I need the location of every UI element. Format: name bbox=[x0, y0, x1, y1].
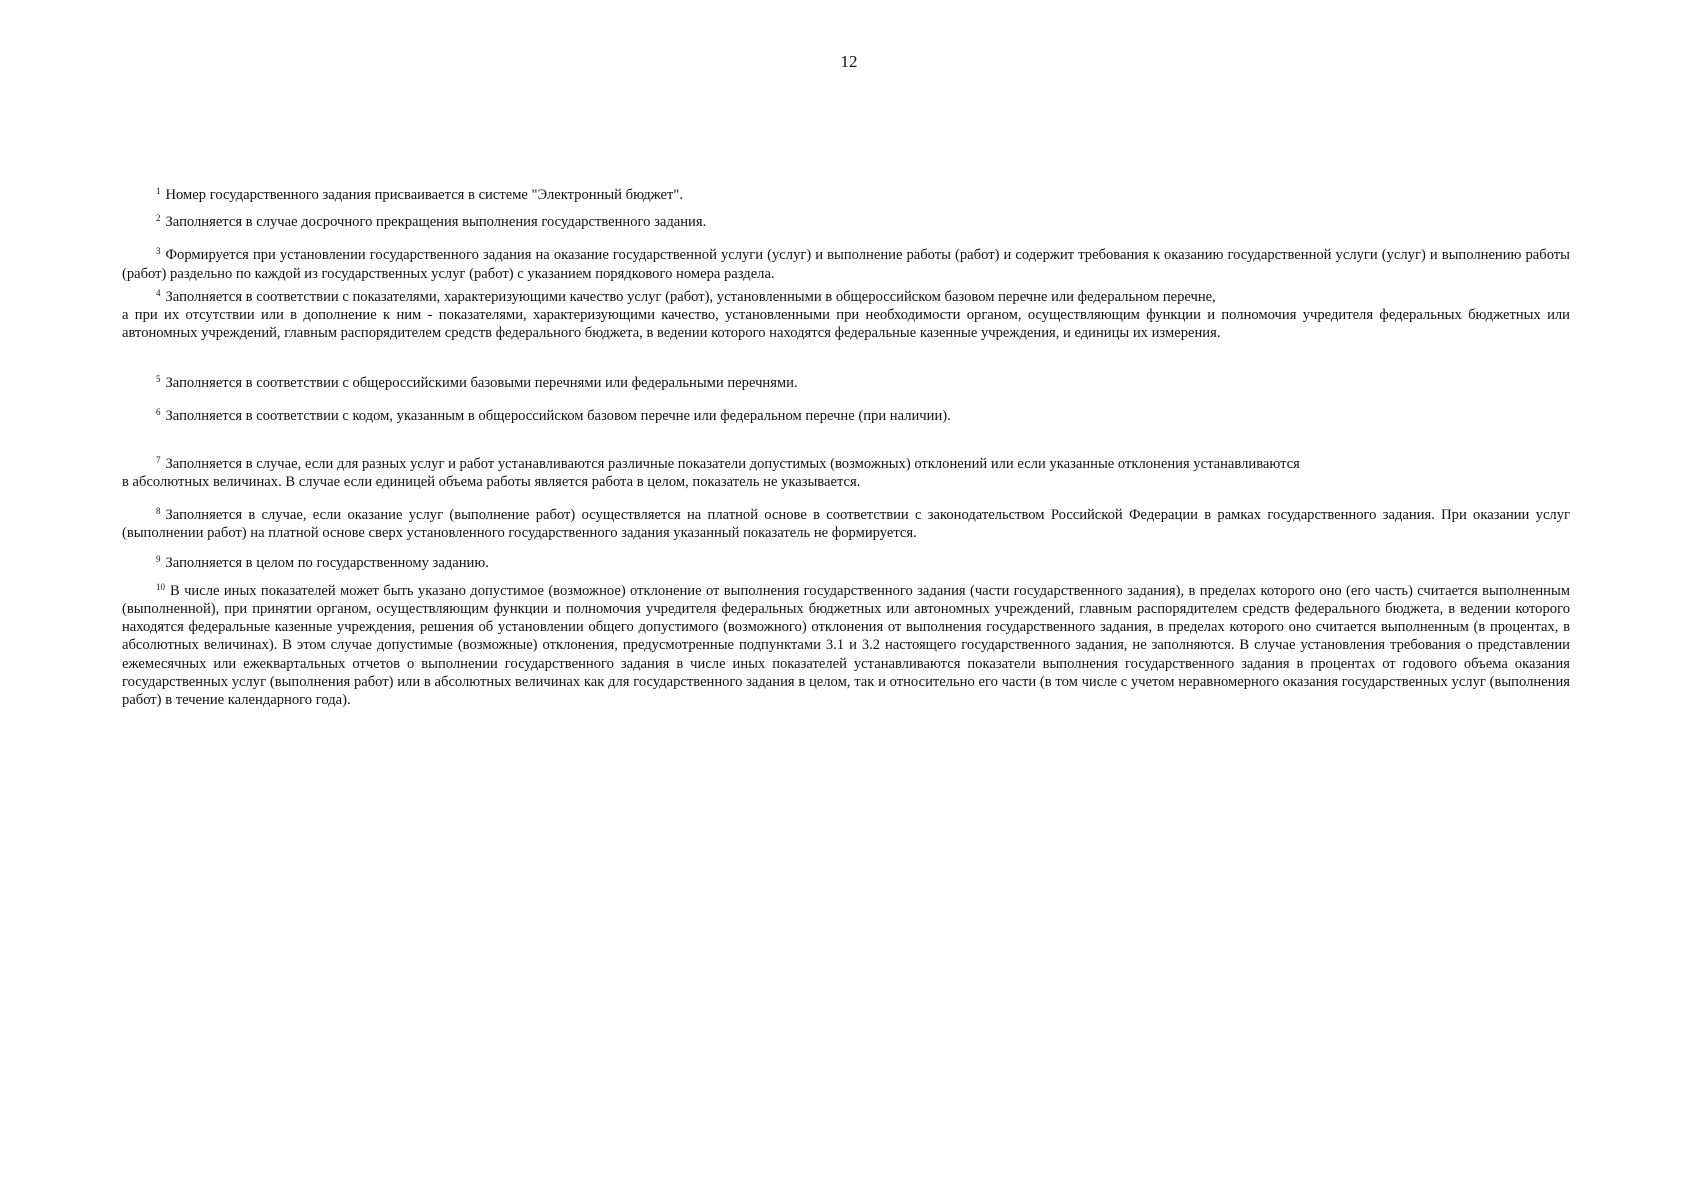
footnote-7 bbox=[122, 455, 1570, 491]
footnote-mark: 8 bbox=[156, 506, 161, 517]
footnote-text: Заполняется в случае, если оказание услуг (выполнение работ) осуществляется на платной основе в соответствии с законодательством Российской Федерации в рамках государственного задания. При оказании услуг (выполнении работ) на платной основе сверх установленного государственного задания указанный показатель не формируется. bbox=[122, 507, 1570, 542]
footnote-3 bbox=[122, 246, 1570, 282]
footnote-text: Заполняется в соответствии с показателями, характеризующими качество услуг (работ), установленными в общероссийском базовом перечне или федеральном перечне, bbox=[165, 288, 1216, 305]
footnote-6 bbox=[122, 407, 1570, 425]
footnote-mark: 9 bbox=[156, 553, 161, 564]
footnote-mark: 2 bbox=[156, 213, 161, 224]
footnote-text: Заполняется в случае, если для разных услуг и работ устанавливаются различные показатели допустимых (возможных) отклонений или если указанные отклонения устанавливаются bbox=[165, 455, 1300, 472]
footnote-2 bbox=[122, 213, 1570, 231]
footnote-text: Заполняется в случае досрочного прекращения выполнения государственного задания. bbox=[165, 214, 707, 231]
footnote-mark: 1 bbox=[156, 186, 161, 196]
footnote-mark: 3 bbox=[156, 246, 161, 257]
footnote-10 bbox=[122, 582, 1570, 709]
footnote-9 bbox=[122, 554, 1570, 572]
footnote-mark: 5 bbox=[156, 374, 161, 385]
footnote-continuation: а при их отсутствии или в дополнение к ним - показателями, характеризующими качество, установленными при необходимости органом, осуществляющим функции и полномочия учредителя федеральных бюджетных или автономных учреждений, главным распорядителем средств федерального бюджета, в ведении которого находятся федеральные казенные учреждения, и единицы их измерения. bbox=[122, 307, 1570, 342]
footnote-mark: 10 bbox=[156, 581, 165, 592]
footnote-text: Заполняется в целом по государственному заданию. bbox=[165, 554, 489, 571]
footnote-8 bbox=[122, 506, 1570, 542]
footnote-mark: 4 bbox=[156, 287, 161, 298]
footnote-continuation: в абсолютных величинах. В случае если единицей объема работы является работа в целом, показатель не указывается. bbox=[122, 474, 861, 491]
footnote-text: Заполняется в соответствии с кодом, указанным в общероссийском базовом перечне или федеральном перечне (при наличии). bbox=[165, 407, 951, 424]
page-number: 12 bbox=[840, 52, 858, 71]
footnote-text: Заполняется в соответствии с общероссийскими базовыми перечнями или федеральными перечнями. bbox=[165, 375, 798, 392]
footnote-text: В числе иных показателей может быть указано допустимое (возможное) отклонение от выполнения государственного задания (части государственного задания), в пределах которого оно (его часть) считается выполненным (выполненной), при принятии органом, осуществляющим функции и полномочия учредителя федеральных бюджетных или автономных учреждений, главным распорядителем средств федерального бюджета, в ведении которого находятся федеральные казенные учреждения, решения об установлении общего допустимого (возможного) отклонения от выполнения государственного задания, в пределах которого оно считается выполненным (в процентах, в абсолютных величинах). В этом случае допустимые (возможные) отклонения, предусмотренные подпунктами 3.1 и 3.2 настоящего государственного задания, не заполняются. В случае установления требования о представлении ежемесячных или ежеквартальных отчетов о выполнении государственного задания в числе иных показателей устанавливаются показатели выполнения государственного задания в процентах от годового объема оказания государственных услуг (выполнения работ) или в абсолютных величинах как для государственного задания в целом, так и относительно его части (в том числе с учетом неравномерного оказания государственных услуг (выполнения работ) в течение календарного года). bbox=[122, 582, 1570, 709]
footnote-5 bbox=[122, 374, 1570, 392]
footnote-mark: 6 bbox=[156, 406, 161, 417]
footnote-1 bbox=[122, 186, 1570, 204]
footnote-text: Номер государственного задания присваивается в системе "Электронный бюджет". bbox=[165, 187, 684, 203]
footnote-4 bbox=[122, 288, 1570, 343]
footnote-text: Формируется при установлении государственного задания на оказание государственной услуги (услуг) и выполнение работы (работ) и содержит требования к оказанию государственной услуги (услуг) и выполнению работы (работ) раздельно по каждой из государственных услуг (работ) с указанием порядкового номера раздела. bbox=[122, 247, 1570, 282]
footnotes-list bbox=[122, 186, 1570, 709]
footnote-mark: 7 bbox=[156, 454, 161, 465]
